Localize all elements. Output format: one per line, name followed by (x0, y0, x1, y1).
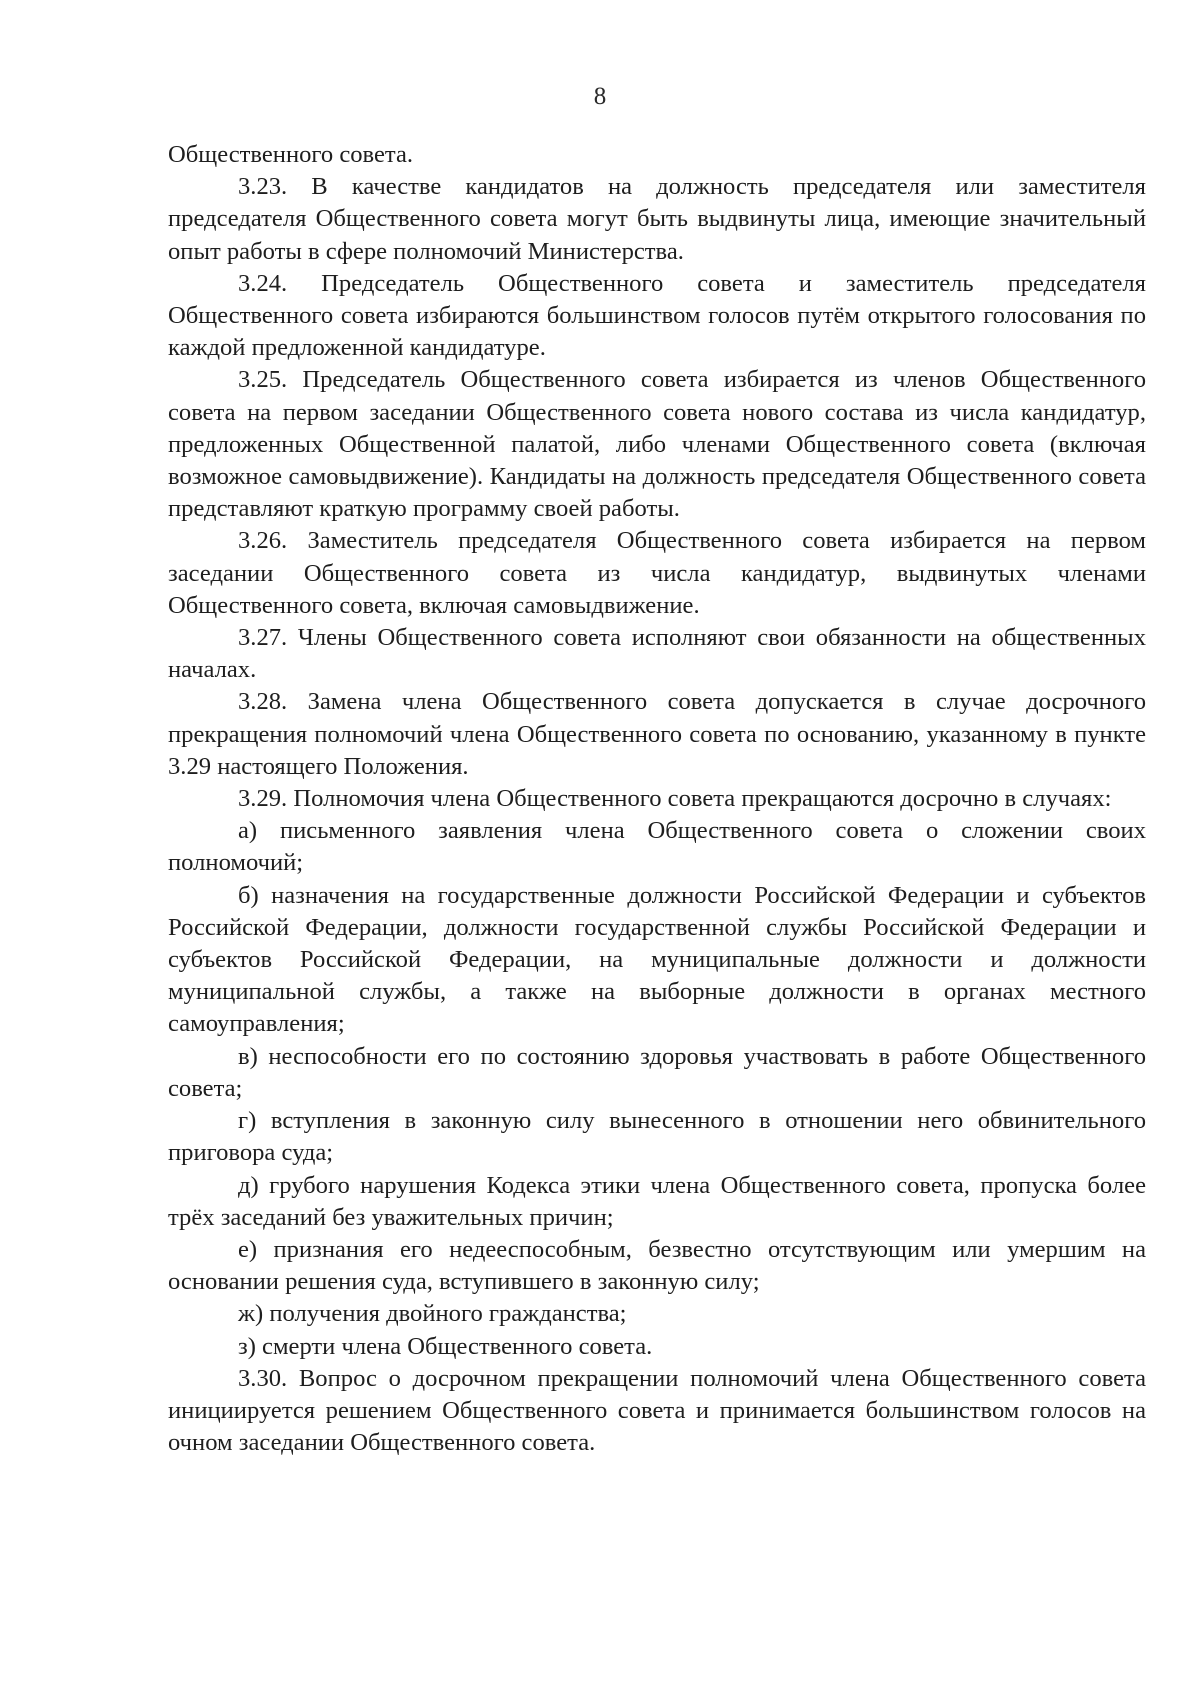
list-item-3-29-z: з) смерти члена Общественного совета. (238, 1332, 653, 1360)
paragraph-3-29: 3.29. Полномочия члена Общественного совета прекращаются досрочно в случаях: (238, 785, 1112, 813)
list-item-3-29-a: а) письменного заявления члена Общественного совета о сложении своих полномочий; (168, 817, 1146, 877)
paragraph-3-24: 3.24. Председатель Общественного совета и заместитель председателя Общественного совета избираются большинством голосов путём открытого голосования по каждой предложенной кандидатуре. (168, 269, 1146, 362)
list-item-3-29-g: г) вступления в законную силу вынесенного в отношении него обвинительного приговора суда; (168, 1107, 1146, 1167)
list-item-3-29-d: д) грубого нарушения Кодекса этики члена Общественного совета, пропуска более трёх заседаний без уважительных причин; (168, 1171, 1146, 1231)
paragraph-3-23: 3.23. В качестве кандидатов на должность председателя или заместителя председателя Общественного совета могут быть выдвинуты лица, имеющие значительный опыт работы в сфере полномочий Министерства. (168, 173, 1146, 265)
paragraph-3-27: 3.27. Члены Общественного совета исполняют свои обязанности на общественных началах. (168, 624, 1146, 684)
paragraph-3-30: 3.30. Вопрос о досрочном прекращении полномочий члена Общественного совета инициируется решением Общественного совета и принимается большинством голосов на очном заседании Общественного совета. (168, 1364, 1146, 1457)
list-item-3-29-b: б) назначения на государственные должности Российской Федерации и субъектов Российской Федерации, должности государственной службы Российской Федерации и субъектов Российской Федерации, на муниципальные должности и должности муниципальной службы, а также на выборные должности в органах местного самоуправления; (168, 881, 1146, 1038)
page-number: 8 (593, 83, 607, 110)
list-item-3-29-e: е) признания его недееспособным, безвестно отсутствующим или умершим на основании решения суда, вступившего в законную силу; (168, 1235, 1146, 1296)
list-item-3-29-v: в) неспособности его по состоянию здоровья участвовать в работе Общественного совета; (168, 1042, 1146, 1102)
paragraph-3-28: 3.28. Замена члена Общественного совета допускается в случае досрочного прекращения полномочий члена Общественного совета по основанию, указанному в пункте 3.29 настоящего Положения. (168, 688, 1146, 780)
paragraph-3-25: 3.25. Председатель Общественного совета избирается из членов Общественного совета на первом заседании Общественного совета нового состава из числа кандидатур, предложенных Общественной палатой, либо членами Общественного совета (включая возможное самовыдвижение). Кандидаты на должность председателя Общественного совета представляют краткую программу своей работы. (168, 366, 1146, 523)
list-item-3-29-zh: ж) получения двойного гражданства; (238, 1300, 627, 1328)
document-body (168, 139, 1146, 1459)
paragraph-3-26: 3.26. Заместитель председателя Общественного совета избирается на первом заседании Общественного совета из числа кандидатур, выдвинутых членами Общественного совета, включая самовыдвижение. (168, 527, 1146, 619)
paragraph-continuation: Общественного совета. (168, 141, 414, 168)
